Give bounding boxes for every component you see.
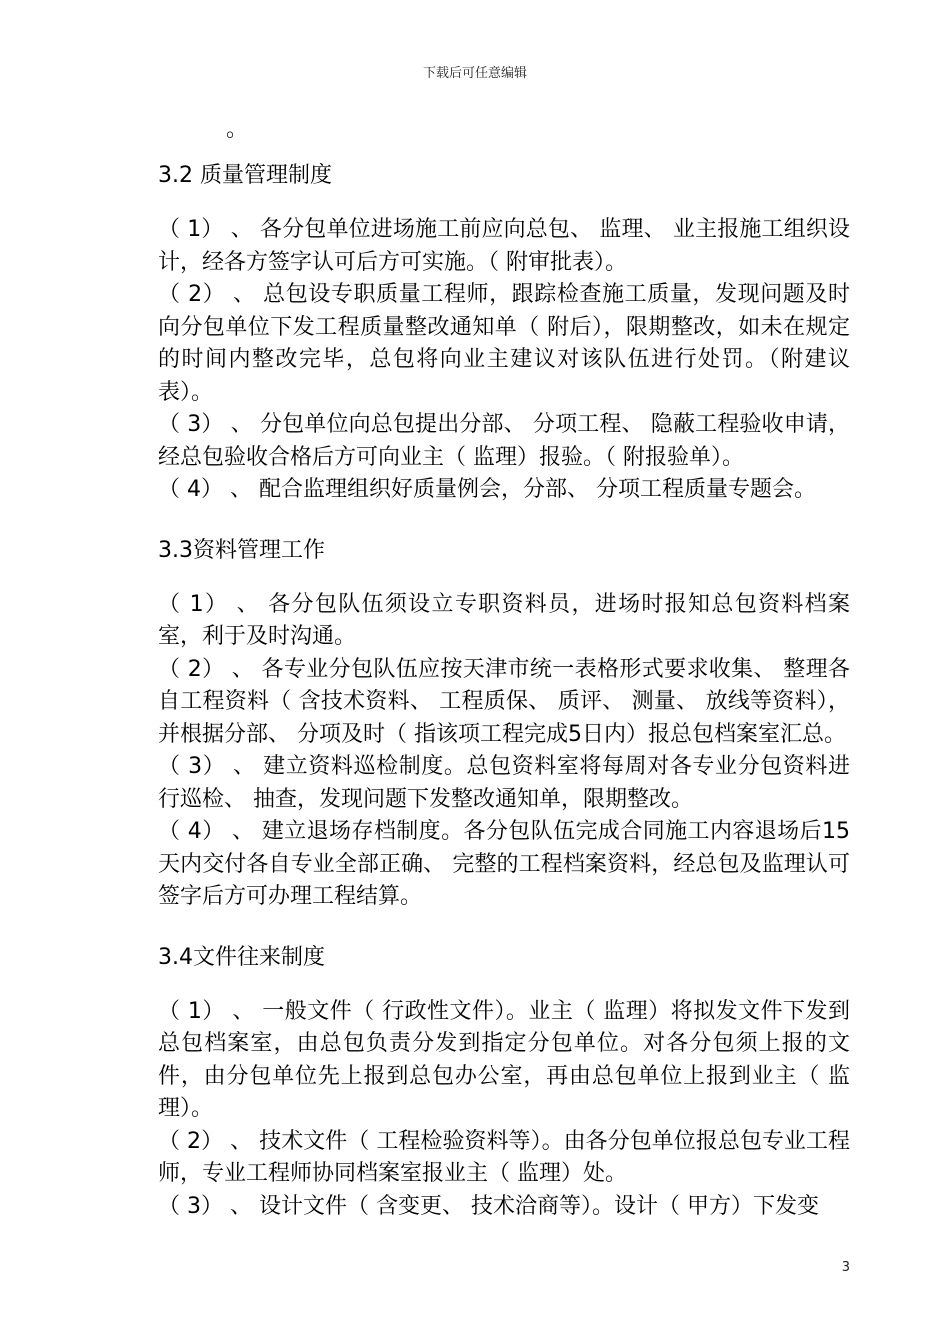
page-header: 下载后可任意编辑 [422,66,527,81]
paragraph-item: （ 1） 、 各分包单位进场施工前应向总包、 监理、 业主报施工组织设计，经各方签字认可后方可实施。（ 附审批表）。 [158,217,850,275]
paragraph-item: （ 2） 、 总包设专职质量工程师，跟踪检查施工质量，发现问题及时向分包单位下发工程质量整改通知单（ 附后），限期整改，如未在规定的时间内整改完毕，总包将向业主建议对该队伍进行处罚。（附建议表）。 [158,282,850,405]
section-quality-management [158,160,850,507]
paragraph-item: （ 4） 、 配合监理组织好质量例会，分部、 分项工程质量专题会。 [158,477,816,502]
paragraph-item: （ 3） 、 设计文件（ 含变更、 技术洽商等）。设计（ 甲方）下发变 [158,1193,819,1219]
section-document-management [158,535,850,914]
section-file-correspondence [158,942,850,1224]
page-number: 3 [841,1260,850,1275]
paragraph-item: （ 3） 、 分包单位向总包提出分部、 分项工程、 隐蔽工程验收申请，经总包验收合格后方可向业主（ 监理）报验。（ 附报验单）。 [158,412,850,470]
section-heading: 3.4文件往来制度 [158,944,325,970]
paragraph-item: （ 4） 、 建立退场存档制度。各分包队伍完成合同施工内容退场后15天内交付各自专业全部正确、 完整的工程档案资料，经总包及监理认可签字后方可办理工程结算。 [158,819,850,909]
paragraph-item: （ 2） 、 各专业分包队伍应按天津市统一表格形式要求收集、 整理各自工程资料（ 含技术资料、 工程质保、 质评、 测量、 放线等资料），并根据分部、 分项及时（ 指该项工程完成5日内）报总包档案室汇总。 [158,656,850,747]
section-heading: 3.3资料管理工作 [158,537,325,563]
paragraph-item: （ 1） 、 各分包队伍须设立专职资料员，进场时报知总包资料档案室，利于及时沟通。 [158,591,850,649]
document-body [158,114,850,1251]
section-heading: 3.2 质量管理制度 [158,163,332,188]
paragraph-item: （ 2） 、 技术文件（ 工程检验资料等）。由各分包单位报总包专业工程师，专业工程师协同档案室报业主（ 监理）处。 [158,1128,850,1186]
paragraph-item: （ 1） 、 一般文件（ 行政性文件）。业主（ 监理）将拟发文件下发到总包档案室，由总包负责分发到指定分包单位。对各分包须上报的文件，由分包单位先上报到总包办公室，再由总包单位上报到业主（ 监理）。 [158,998,850,1121]
paragraph-item: （ 3） 、 建立资料巡检制度。总包资料室将每周对各专业分包资料进行巡检、 抽查，发现问题下发整改通知单，限期整改。 [158,754,850,812]
continued-text-fragment: 。 [226,117,249,142]
